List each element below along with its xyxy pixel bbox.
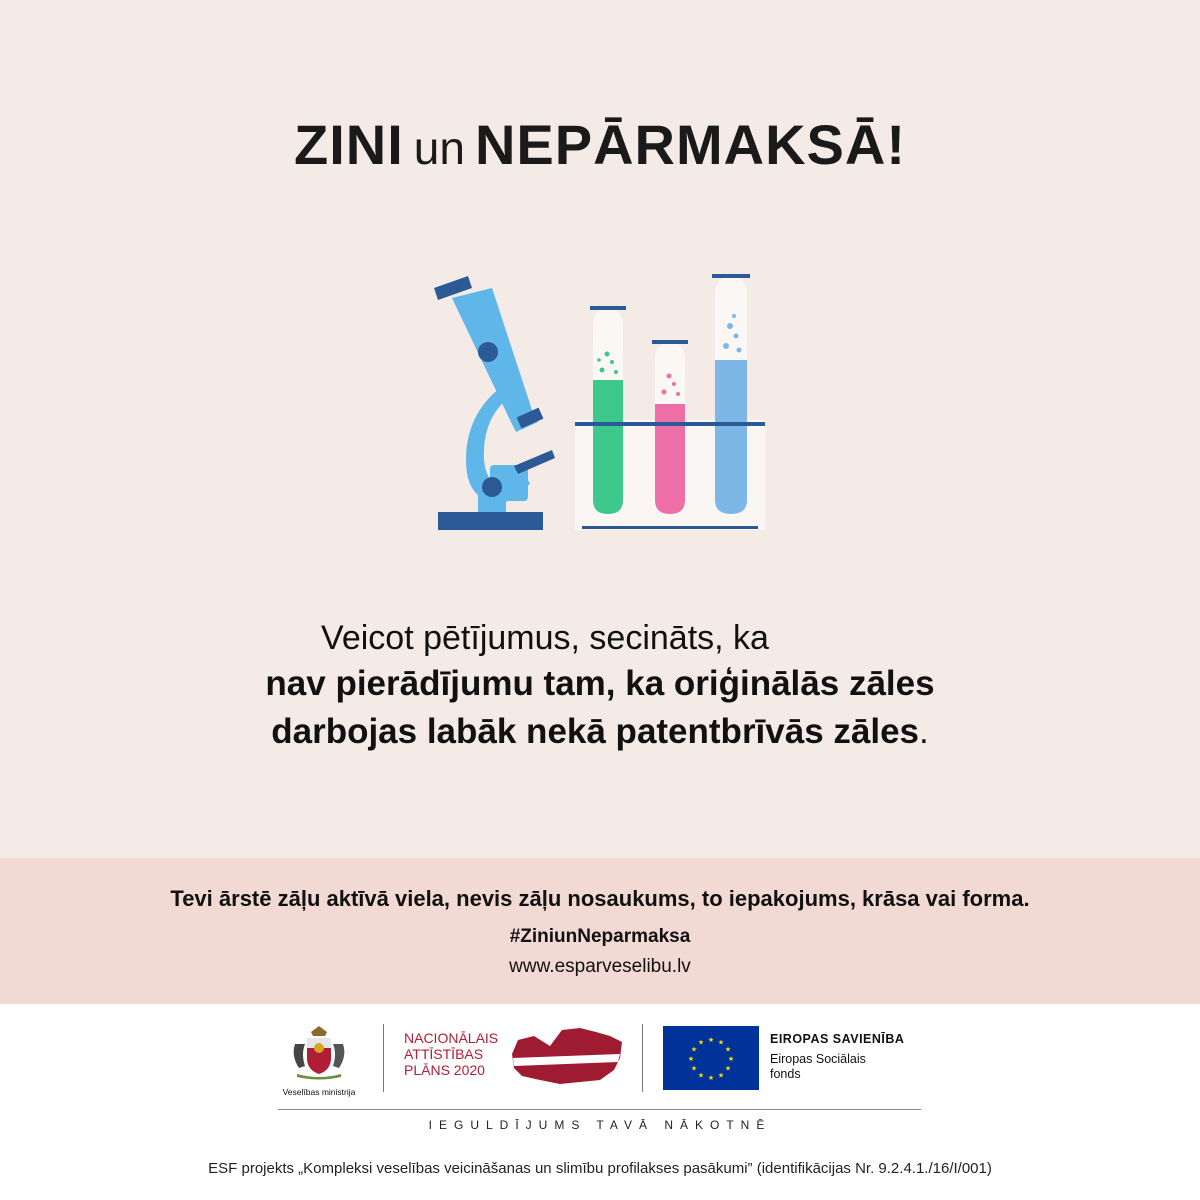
test-tubes-icon — [575, 274, 765, 530]
svg-text:★: ★ — [707, 1074, 715, 1082]
coat-of-arms-icon — [289, 1024, 349, 1080]
nap-line-1: NACIONĀLAIS — [404, 1030, 499, 1046]
message-line-3 — [0, 708, 1200, 756]
project-note: ESF projekts „Kompleksi veselības veicināšanas un slimību profilakses pasākumi” (identifikācijas Nr. 9.2.4.1./16/I/001) — [208, 1160, 992, 1177]
ministry-logo — [282, 1024, 356, 1097]
divider-1 — [383, 1024, 384, 1092]
nap-line-3: PLĀNS 2020 — [404, 1062, 485, 1078]
eu-line-2: fonds — [770, 1067, 801, 1081]
website-link[interactable]: www.esparveselibu.lv — [509, 956, 691, 977]
svg-text:★: ★ — [724, 1045, 732, 1054]
ministry-caption: Veselības ministrija — [282, 1087, 356, 1097]
message-line-3-bold: darbojas labāk nekā patentbrīvās zāles — [271, 712, 920, 751]
nap-line-2: ATTĪSTĪBAS — [404, 1046, 484, 1062]
slogan: IEGULDĪJUMS TAVĀ NĀKOTNĒ — [428, 1118, 772, 1132]
message-line-2: nav pierādījumu tam, ka oriģinālās zāles — [265, 664, 935, 703]
message-line-3-period: . — [919, 712, 929, 751]
title-word-un: un — [413, 122, 465, 174]
svg-text:★: ★ — [727, 1055, 735, 1063]
lab-illustration — [430, 270, 780, 540]
nap-logo-text — [404, 1030, 498, 1078]
eu-flag-icon — [663, 1026, 759, 1090]
title-word-zini: ZINI — [294, 113, 404, 176]
footer — [0, 1004, 1200, 1200]
eu-title: EIROPAS SAVIENĪBA — [770, 1032, 905, 1046]
svg-text:★: ★ — [690, 1064, 698, 1073]
microscope-icon — [434, 276, 555, 530]
svg-text:★: ★ — [717, 1071, 725, 1080]
divider-2 — [642, 1024, 643, 1092]
svg-text:★: ★ — [690, 1045, 698, 1054]
svg-text:★: ★ — [717, 1038, 725, 1047]
svg-text:★: ★ — [697, 1071, 705, 1080]
page-title — [0, 112, 1200, 177]
footer-divider — [278, 1109, 921, 1110]
svg-text:★: ★ — [697, 1038, 705, 1047]
band-main-text: Tevi ārstē zāļu aktīvā viela, nevis zāļu nosaukums, to iepakojums, krāsa vai forma. — [170, 886, 1030, 911]
eu-line-1: Eiropas Sociālais — [770, 1052, 866, 1066]
eu-logo-text — [770, 1032, 904, 1082]
title-word-neparmaksa: NEPĀRMAKSĀ! — [474, 113, 906, 176]
svg-text:★: ★ — [687, 1055, 695, 1063]
info-band — [0, 858, 1200, 1004]
main-message — [0, 616, 1200, 756]
svg-text:★: ★ — [724, 1064, 732, 1073]
hashtag: #ZiniunNeparmaksa — [509, 926, 691, 947]
message-line-1: Veicot pētījumus, secināts, ka — [321, 619, 769, 657]
latvia-map-icon — [510, 1024, 625, 1086]
svg-text:★: ★ — [707, 1036, 715, 1044]
